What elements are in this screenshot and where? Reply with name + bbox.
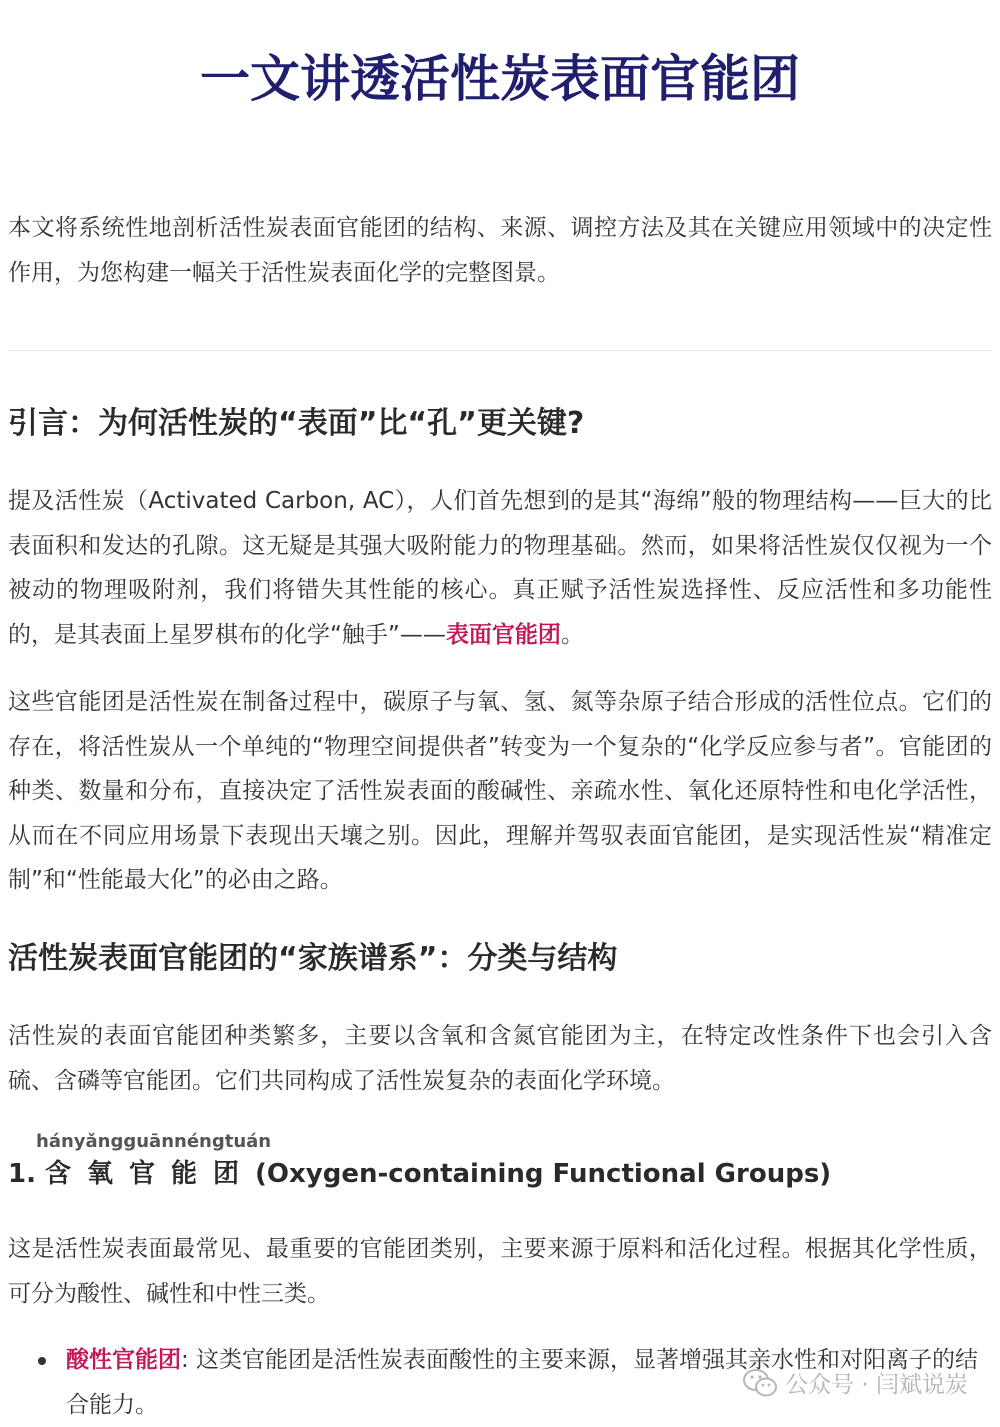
intro-paragraph: 本文将系统性地剖析活性炭表面官能团的结构、来源、调控方法及其在关键应用领域中的决定性作用，为您构建一幅关于活性炭表面化学的完整图景。 — [8, 215, 992, 286]
introduction-text: 提及活性炭（Activated Carbon, AC），人们首先想到的是其“海绵”般的物理结构——巨大的比表面积和发达的孔隙。这无疑是其强大吸附能力的物理基础。然而，如果将活性炭仅仅视为一个被动的物理吸附剂，我们将错失其性能的核心。真正赋予活性炭选择性、反应活性和多功能性的，是其表面上星罗棋布的化学“触手”—— — [8, 488, 992, 648]
subsection-name-en: (Oxygen-containing Functional Groups) — [255, 1159, 832, 1189]
acidic-groups-description: : 这类官能团是活性炭表面酸性的主要来源，显著增强其亲水性和对阳离子的结合能力。 — [66, 1347, 979, 1418]
introduction-paragraph-1 — [8, 479, 992, 657]
article-title: 一文讲透活性炭表面官能团 — [200, 50, 800, 108]
pinyin-annotation: hányǎngguānnéngtuán — [36, 1131, 272, 1152]
introduction-text-end: 。 — [560, 621, 584, 648]
subsection-number: 1. — [8, 1159, 36, 1189]
subsection-title — [8, 1153, 831, 1190]
subsection-name-cn: 含氧官能团 — [45, 1159, 256, 1189]
highlight-surface-functional-groups: 表面官能团 — [445, 621, 561, 648]
oxygen-groups-paragraph: 这是活性炭表面最常见、最重要的官能团类别，主要来源于原料和活化过程。根据其化学性质，可分为酸性、碱性和中性三类。 — [8, 1236, 992, 1307]
acidic-groups-label: 酸性官能团 — [66, 1347, 181, 1373]
classification-paragraph: 活性炭的表面官能团种类繁多，主要以含氧和含氮官能团为主，在特定改性条件下也会引入含硫、含磷等官能团。它们共同构成了活性炭复杂的表面化学环境。 — [8, 1023, 992, 1094]
section-divider — [8, 350, 992, 351]
bullet-dot-icon — [38, 1357, 46, 1365]
watermark-text: 公众号 · 闫斌说炭 — [785, 1372, 968, 1398]
section-heading-classification: 活性炭表面官能团的“家族谱系”：分类与结构 — [8, 941, 618, 976]
wechat-icon — [743, 1368, 777, 1398]
introduction-paragraph-2: 这些官能团是活性炭在制备过程中，碳原子与氧、氢、氮等杂原子结合形成的活性位点。它们的存在，将活性炭从一个单纯的“物理空间提供者”转变为一个复杂的“化学反应参与者”。官能团的种类、数量和分布，直接决定了活性炭表面的酸碱性、亲疏水性、氧化还原特性和电化学活性，从而在不同应用场景下表现出天壤之别。因此，理解并驾驭表面官能团，是实现活性炭“精准定制”和“性能最大化”的必由之路。 — [8, 689, 992, 893]
section-heading-introduction: 引言：为何活性炭的“表面”比“孔”更关键? — [8, 406, 585, 441]
watermark — [743, 1366, 968, 1399]
